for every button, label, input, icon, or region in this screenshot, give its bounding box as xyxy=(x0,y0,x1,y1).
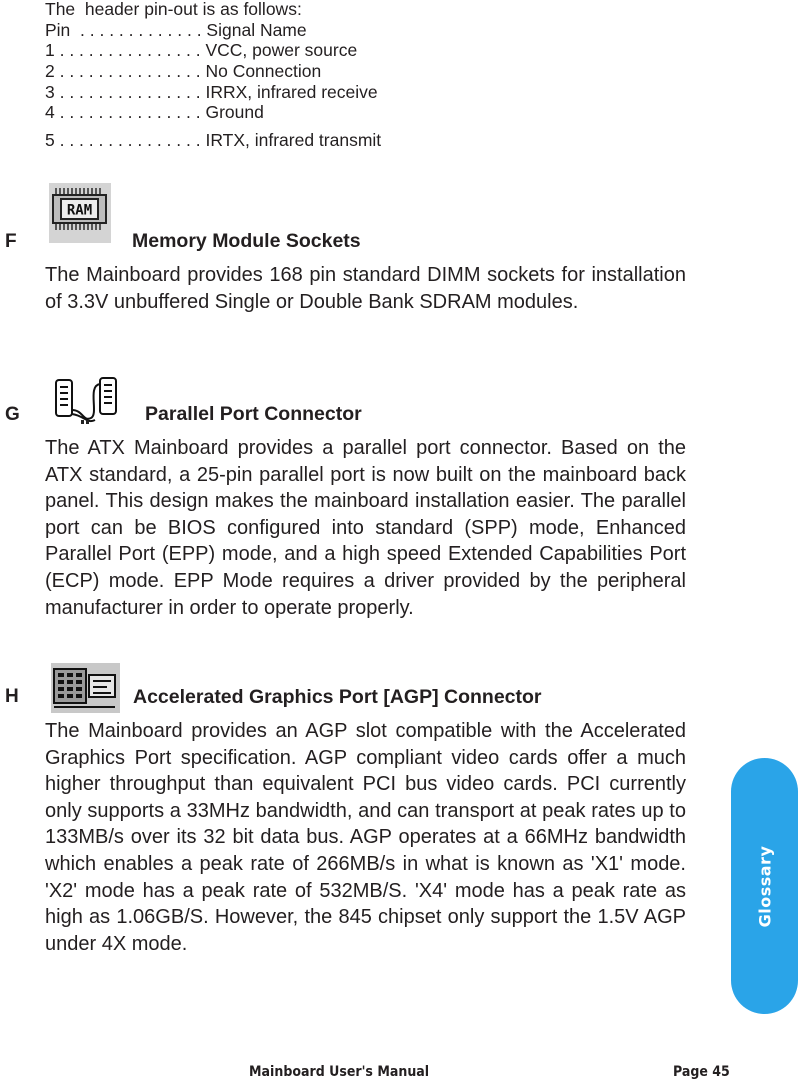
section-heading: Parallel Port Connector xyxy=(145,403,362,425)
section-heading: Memory Module Sockets xyxy=(132,230,361,252)
pinout-row: Pin . . . . . . . . . . . . . Signal Name xyxy=(45,20,307,40)
pinout-intro: The header pin-out is as follows: xyxy=(45,0,302,19)
section-letter: F xyxy=(5,231,17,252)
glossary-tab-label: Glossary xyxy=(755,845,774,927)
section-body: The ATX Mainboard provides a parallel port connector. Based on the ATX standard, a 25-pin parallel port is now built on the mainboard back panel. This design makes the mainboard installation easier. The parallel port can be BIOS configured into standard (SPP) mode, Enhanced Parallel Port (EPP) mode, and a high speed Extended Capabilities Port (ECP) mode. EPP Mode requires a driver provided by the peripheral manufacturer in order to operate properly. xyxy=(45,437,686,619)
section-body: The Mainboard provides 168 pin standard DIMM sockets for installation of 3.3V unbuffered Single or Double Bank SDRAM modules. xyxy=(45,264,686,313)
pinout-row: 4 . . . . . . . . . . . . . . . Ground xyxy=(45,102,264,122)
section-heading: Accelerated Graphics Port [AGP] Connector xyxy=(133,686,542,708)
footer-page-number: Page 45 xyxy=(673,1064,730,1080)
ram-icon xyxy=(49,183,111,248)
agp-slot-icon xyxy=(51,663,120,718)
footer-manual-title: Mainboard User's Manual xyxy=(249,1064,430,1080)
pinout-row: 3 . . . . . . . . . . . . . . . IRRX, infrared receive xyxy=(45,82,378,102)
pinout-row: 5 . . . . . . . . . . . . . . . IRTX, infrared transmit xyxy=(45,130,382,150)
section-body: The Mainboard provides an AGP slot compatible with the Accelerated Graphics Port specification. AGP compliant video cards offer a much higher throughput than equivalent PCI bus video cards. PCI currently only supports a 33MHz bandwidth, and can transport at peak rates up to 133MB/s over its 32 bit data bus. AGP operates at a 66MHz bandwidth which enables a peak rate of 266MB/s in what is known as 'X1' mode. 'X2' mode has a peak rate of 532MB/S. 'X4' mode has a peak rate as high as 1.06GB/S. However, the 845 chipset only support the 1.5V AGP under 4X mode. xyxy=(45,720,686,955)
section-letter: H xyxy=(5,686,19,707)
pinout-row: 2 . . . . . . . . . . . . . . . No Connection xyxy=(45,61,322,81)
parallel-port-icon xyxy=(53,374,123,431)
section-letter: G xyxy=(5,404,20,425)
pinout-row: 1 . . . . . . . . . . . . . . . VCC, power source xyxy=(45,40,358,60)
svg-text:RAM: RAM xyxy=(66,202,93,219)
